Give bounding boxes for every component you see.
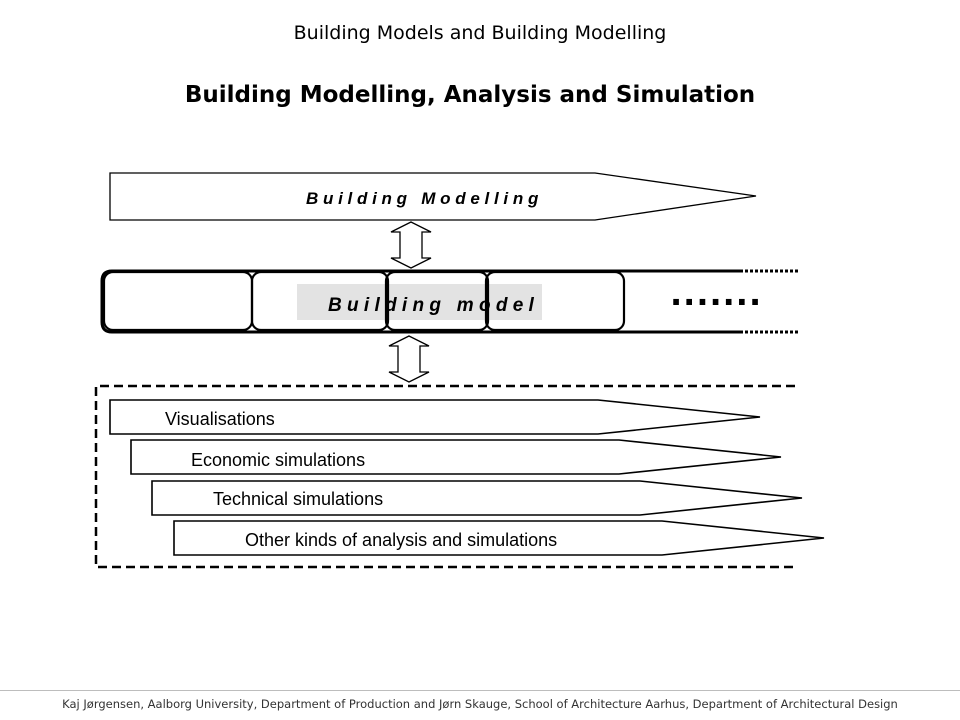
visualisations-label: Visualisations (165, 409, 275, 429)
header-title: Building Models and Building Modelling (293, 22, 667, 44)
building-modelling-label: B u i l d i n g M o d e l l i n g (306, 189, 539, 208)
double-arrow-lower (389, 336, 429, 382)
footer-divider (0, 690, 960, 691)
building-model-label: B u i l d i n g m o d e l (328, 295, 534, 316)
slide-title: Building Modelling, Analysis and Simulation (184, 82, 756, 108)
other-analysis-label: Other kinds of analysis and simulations (245, 530, 558, 550)
model-segment-1 (104, 272, 252, 330)
continuation-dots: ....... (670, 275, 763, 313)
footer-credit: Kaj Jørgensen, Aalborg University, Department of Production and Jørn Skauge, School of Architecture Aarhus, Department of Architectural Design (62, 697, 898, 711)
technical-simulations-label: Technical simulations (213, 489, 384, 509)
economic-simulations-label: Economic simulations (191, 450, 366, 470)
double-arrow-upper (391, 222, 431, 268)
